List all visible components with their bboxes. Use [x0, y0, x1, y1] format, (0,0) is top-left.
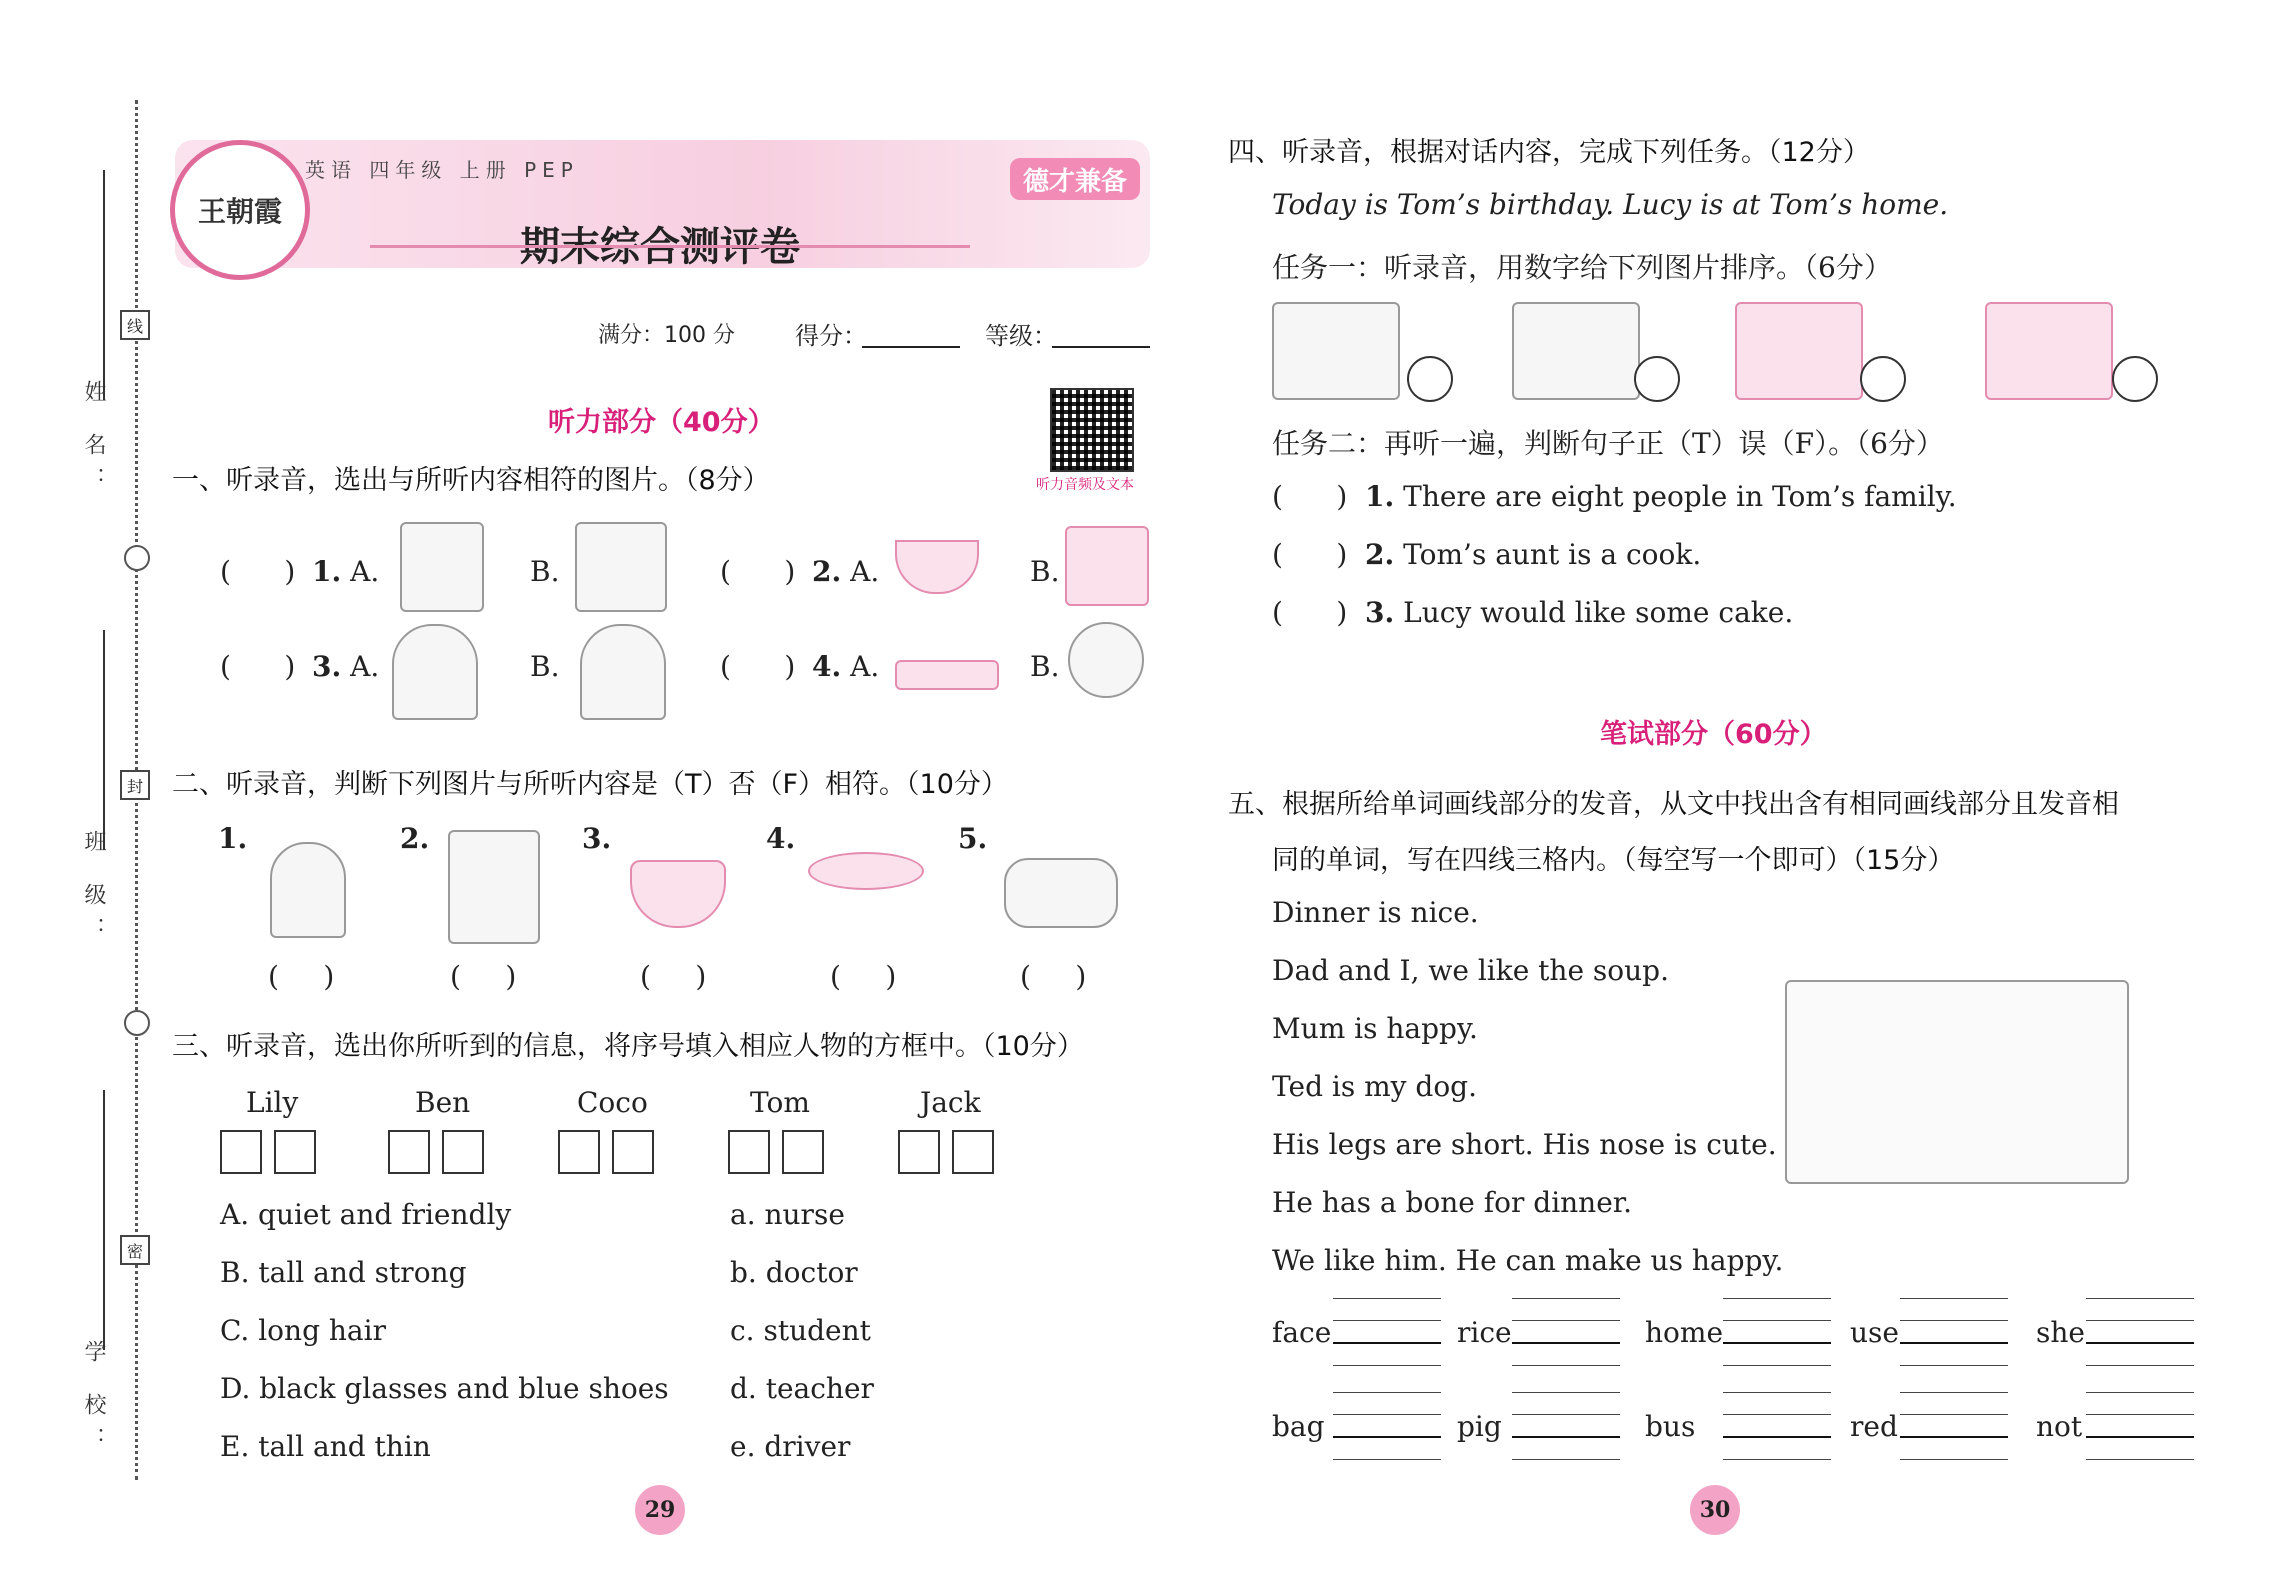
answer-paren[interactable]: ( ): [450, 960, 517, 993]
option-text: E. tall and thin: [220, 1430, 431, 1463]
s1-item-label: 1. A.: [312, 555, 380, 588]
seal-xian: 线: [120, 310, 150, 340]
option-text: e. driver: [730, 1430, 851, 1463]
score-label: 得分：: [795, 322, 867, 350]
family-image-icon[interactable]: [448, 830, 540, 944]
bedroom-image-icon[interactable]: [1985, 302, 2113, 400]
order-circle[interactable]: [1634, 356, 1680, 402]
four-line-grid[interactable]: [2086, 1392, 2194, 1484]
four-line-grid[interactable]: [1723, 1298, 1831, 1390]
s2-title: 二、听录音，判断下列图片与所听内容是（T）否（F）相符。（10分）: [172, 769, 1008, 800]
answer-box[interactable]: [612, 1130, 654, 1174]
given-word: pig: [1457, 1410, 1502, 1443]
page-title: 期末综合测评卷: [520, 224, 800, 270]
binding-hole-icon: [124, 1010, 150, 1036]
fan-image-icon[interactable]: [1068, 622, 1144, 698]
four-line-grid[interactable]: [1333, 1298, 1441, 1390]
option-text: A. quiet and friendly: [220, 1198, 512, 1231]
boy-image-icon[interactable]: [270, 842, 346, 938]
given-word: she: [2036, 1316, 2085, 1349]
answer-box[interactable]: [388, 1130, 430, 1174]
answer-box[interactable]: [952, 1130, 994, 1174]
binding-hole-icon: [124, 545, 150, 571]
passage-line: He has a bone for dinner.: [1272, 1186, 1632, 1219]
person-name: Tom: [750, 1086, 810, 1119]
option-text: a. nurse: [730, 1198, 845, 1231]
page-number: 30: [1690, 1485, 1740, 1535]
name-blank[interactable]: [103, 170, 105, 400]
four-line-grid[interactable]: [1723, 1392, 1831, 1484]
option-text: D. black glasses and blue shoes: [220, 1372, 669, 1405]
nurse-image-icon[interactable]: [392, 624, 478, 720]
answer-paren[interactable]: ( ): [1272, 480, 1348, 513]
s5-title-line1: 五、根据所给单词画线部分的发音，从文中找出含有相同画线部分且发音相: [1228, 789, 2119, 820]
s1-title: 一、听录音，选出与所听内容相符的图片。（8分）: [172, 465, 770, 496]
answer-paren[interactable]: ( ): [640, 960, 707, 993]
s2-num: 2.: [400, 822, 430, 855]
answer-paren[interactable]: ( ): [720, 555, 796, 588]
study-room-image-icon[interactable]: [1272, 302, 1400, 400]
answer-paren[interactable]: ( ): [830, 960, 897, 993]
knife-fork-image-icon[interactable]: [1065, 526, 1149, 606]
s2-num: 3.: [582, 822, 612, 855]
s4-sentence: 3. Lucy would like some cake.: [1365, 596, 1794, 629]
seal-mi: 密: [120, 1235, 150, 1265]
writing-section-title: 笔试部分（60分）: [1600, 719, 1827, 750]
table-image-icon[interactable]: [808, 852, 924, 890]
answer-box[interactable]: [274, 1130, 316, 1174]
brand-logo: 王朝霞: [170, 140, 310, 280]
passage-line: Ted is my dog.: [1272, 1070, 1477, 1103]
family-dinner-image-icon: [1785, 980, 2129, 1184]
answer-paren[interactable]: ( ): [1272, 596, 1348, 629]
s1-item-label: 4. A.: [812, 650, 880, 683]
order-circle[interactable]: [2112, 356, 2158, 402]
s4-sentence: 1. There are eight people in Tom’s family.: [1365, 480, 1957, 513]
score-field[interactable]: [862, 346, 960, 348]
course-meta: 英语 四年级 上册 PEP: [305, 158, 579, 182]
four-line-grid[interactable]: [1512, 1392, 1620, 1484]
s1-option-b: B.: [530, 555, 560, 588]
given-word: not: [2036, 1410, 2083, 1443]
answer-box[interactable]: [782, 1130, 824, 1174]
s4-title: 四、听录音，根据对话内容，完成下列任务。（12分）: [1228, 137, 1870, 168]
s1-item-label: 2. A.: [812, 555, 880, 588]
school-blank[interactable]: [103, 1090, 105, 1350]
person-name: Ben: [415, 1086, 471, 1119]
answer-box[interactable]: [898, 1130, 940, 1174]
given-word: face: [1272, 1316, 1332, 1349]
person-name: Coco: [577, 1086, 648, 1119]
passage-line: Mum is happy.: [1272, 1012, 1478, 1045]
answer-paren[interactable]: ( ): [1272, 538, 1348, 571]
four-line-grid[interactable]: [2086, 1298, 2194, 1390]
storybook-image-icon[interactable]: [575, 522, 667, 612]
four-line-grid[interactable]: [1900, 1298, 2008, 1390]
answer-paren[interactable]: ( ): [1020, 960, 1087, 993]
s1-option-b: B.: [1030, 650, 1060, 683]
school-label: 学 校：: [81, 1340, 106, 1461]
s4-task1: 任务一：听录音，用数字给下列图片排序。（6分）: [1272, 251, 1892, 284]
option-text: c. student: [730, 1314, 871, 1347]
passage-line: Dinner is nice.: [1272, 896, 1479, 929]
s4-sentence: 2. Tom’s aunt is a cook.: [1365, 538, 1702, 571]
s4-task2: 任务二：再听一遍，判断句子正（T）误（F）。（6分）: [1272, 427, 1944, 460]
answer-paren[interactable]: ( ): [268, 960, 335, 993]
s5-title-line2: 同的单词，写在四线三格内。（每空写一个即可）（15分）: [1272, 845, 1955, 876]
given-word: bus: [1645, 1410, 1696, 1443]
four-line-grid[interactable]: [1900, 1392, 2008, 1484]
class-blank[interactable]: [103, 630, 105, 850]
s1-item-label: 3. A.: [312, 650, 380, 683]
page-number: 29: [635, 1485, 685, 1535]
title-underline: [370, 245, 970, 248]
four-line-grid[interactable]: [1333, 1392, 1441, 1484]
option-text: d. teacher: [730, 1372, 874, 1405]
passage-line: His legs are short. His nose is cute.: [1272, 1128, 1777, 1161]
qr-code-icon[interactable]: [1050, 388, 1134, 472]
given-word: rice: [1457, 1316, 1512, 1349]
order-circle[interactable]: [1407, 356, 1453, 402]
grade-label: 等级：: [985, 322, 1057, 350]
noodles-image-icon[interactable]: [630, 860, 726, 928]
s1-option-b: B.: [1030, 555, 1060, 588]
kitchen-image-icon[interactable]: [1512, 302, 1640, 400]
s2-num: 5.: [958, 822, 988, 855]
four-line-grid[interactable]: [1512, 1298, 1620, 1390]
option-text: C. long hair: [220, 1314, 386, 1347]
binding-margin: [0, 0, 170, 1582]
s1-option-b: B.: [530, 650, 560, 683]
answer-box[interactable]: [442, 1130, 484, 1174]
person-name: Jack: [920, 1086, 981, 1119]
s2-num: 4.: [766, 822, 796, 855]
person-name: Lily: [246, 1086, 299, 1119]
answer-paren[interactable]: ( ): [220, 650, 296, 683]
option-text: B. tall and strong: [220, 1256, 467, 1289]
listening-section-title: 听力部分（40分）: [548, 407, 775, 438]
answer-box[interactable]: [220, 1130, 262, 1174]
cook-image-icon[interactable]: [580, 624, 666, 720]
answer-paren[interactable]: ( ): [720, 650, 796, 683]
qr-caption: 听力音频及文本: [1036, 477, 1134, 493]
option-text: b. doctor: [730, 1256, 858, 1289]
badge: 德才兼备: [1010, 158, 1140, 200]
answer-paren[interactable]: ( ): [220, 555, 296, 588]
answer-box[interactable]: [558, 1130, 600, 1174]
given-word: home: [1645, 1316, 1724, 1349]
passage-line: We like him. He can make us happy.: [1272, 1244, 1784, 1277]
given-word: bag: [1272, 1410, 1325, 1443]
name-label: 姓 名：: [81, 380, 106, 501]
passage-line: Dad and I, we like the soup.: [1272, 954, 1670, 987]
s4-intro: Today is Tom’s birthday. Lucy is at Tom’s home.: [1272, 188, 1949, 221]
ceiling-light-image-icon[interactable]: [895, 660, 999, 690]
class-label: 班 级：: [81, 830, 106, 951]
bowl-image-icon[interactable]: [895, 540, 979, 594]
answer-box[interactable]: [728, 1130, 770, 1174]
s2-num: 1.: [218, 822, 248, 855]
seal-feng: 封: [120, 770, 150, 800]
grade-field[interactable]: [1052, 346, 1150, 348]
order-circle[interactable]: [1860, 356, 1906, 402]
given-word: use: [1850, 1316, 1899, 1349]
given-word: red: [1850, 1410, 1898, 1443]
s3-title: 三、听录音，选出你所听到的信息，将序号填入相应人物的方框中。（10分）: [172, 1031, 1084, 1062]
book-image-icon[interactable]: [400, 522, 484, 612]
bag-image-icon[interactable]: [1004, 858, 1118, 928]
living-room-image-icon[interactable]: [1735, 302, 1863, 400]
full-score: 满分：100 分: [598, 323, 735, 348]
